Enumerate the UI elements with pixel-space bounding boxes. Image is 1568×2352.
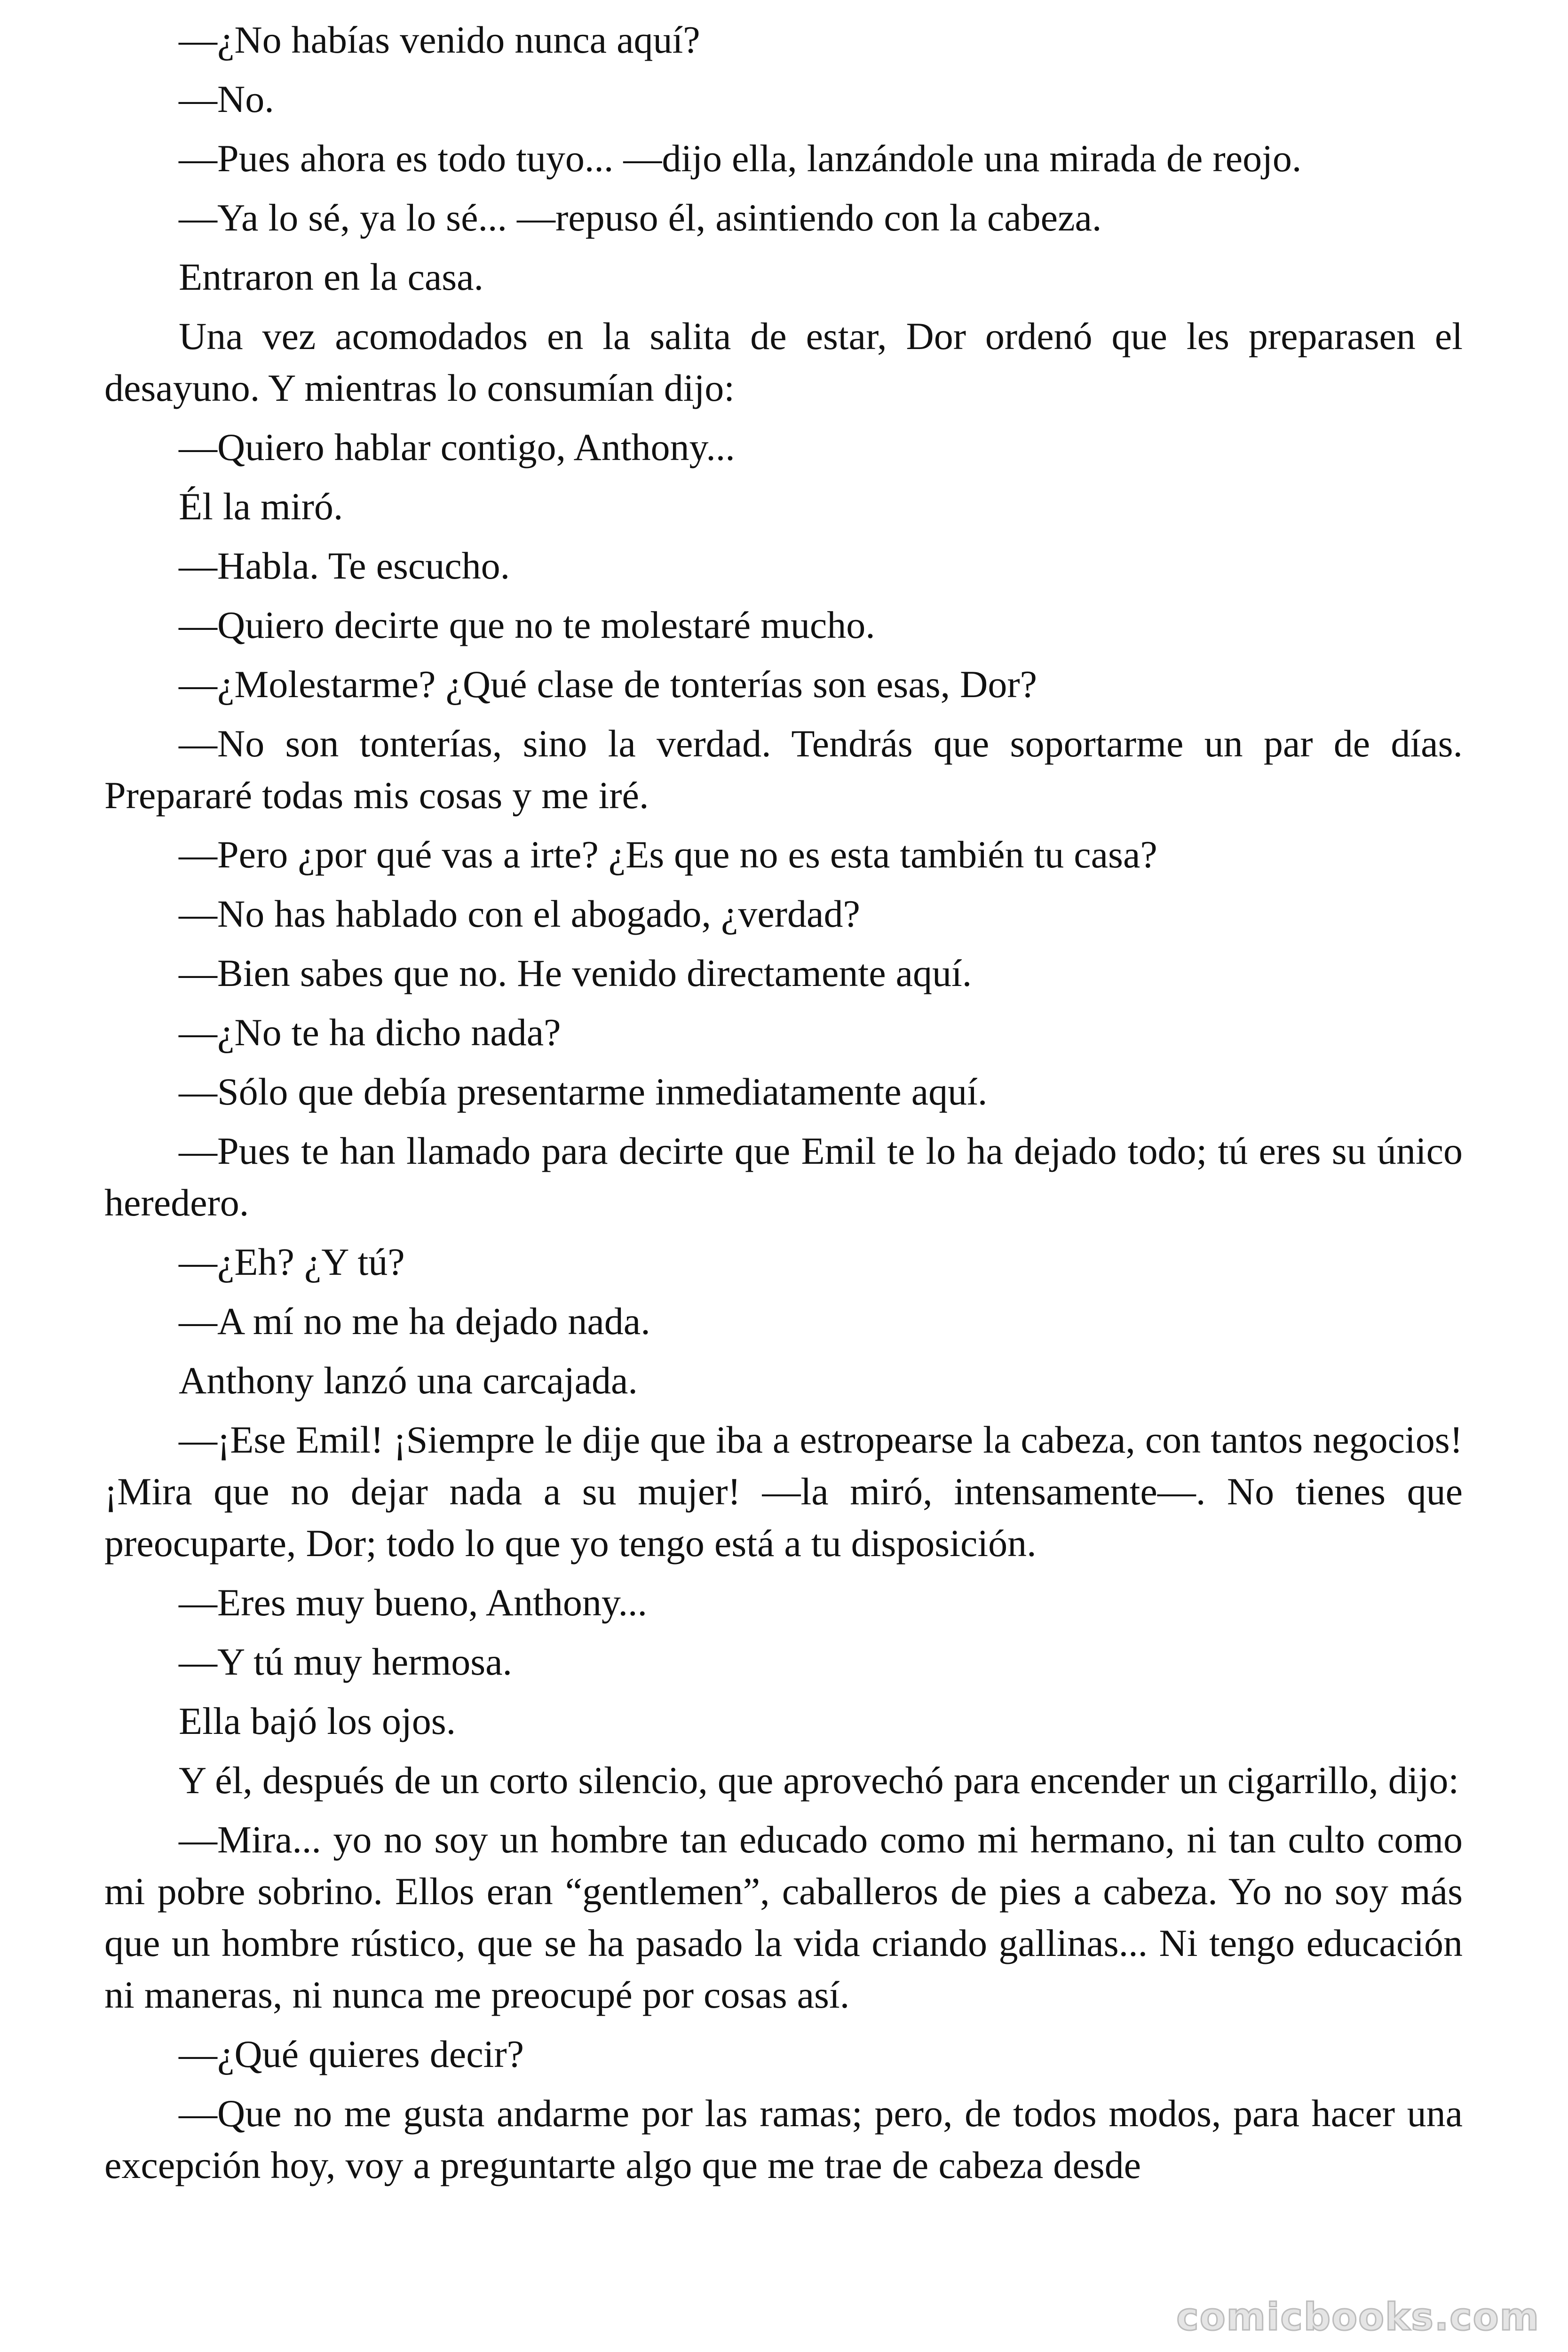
paragraph-22: —¡Ese Emil! ¡Siempre le dije que iba a estropearse la cabeza, con tantos negocios! ¡Mira que no dejar nada a su mujer! —la miró, intensamente—. No tienes que preocuparte, Dor; todo lo que yo tengo está a tu disposición. <box>104 1418 1463 1565</box>
paragraph-24: —Y tú muy hermosa. <box>179 1640 513 1683</box>
paragraph-26: Y él, después de un corto silencio, que aprovechó para encender un cigarrillo, dijo: <box>179 1759 1459 1802</box>
paragraph-8: Él la miró. <box>179 485 343 528</box>
paragraph-17: —Sólo que debía presentarme inmediatamente aquí. <box>179 1070 988 1113</box>
paragraph-19: —¿Eh? ¿Y tú? <box>179 1240 405 1283</box>
paragraph-11: —¿Molestarme? ¿Qué clase de tonterías son esas, Dor? <box>179 663 1037 706</box>
paragraph-6: Una vez acomodados en la salita de estar, Dor ordenó que les preparasen el desayuno. Y mientras lo consumían dijo: <box>104 315 1463 409</box>
paragraph-15: —Bien sabes que no. He venido directamente aquí. <box>179 952 972 994</box>
watermark-logo: comicbooks.com <box>1176 2295 1540 2339</box>
paragraph-3: —Pues ahora es todo tuyo... —dijo ella, lanzándole una mirada de reojo. <box>179 137 1302 180</box>
paragraph-2: —No. <box>179 78 274 120</box>
paragraph-14: —No has hablado con el abogado, ¿verdad? <box>179 892 860 935</box>
paragraph-7: —Quiero hablar contigo, Anthony... <box>179 426 735 469</box>
paragraph-4: —Ya lo sé, ya lo sé... —repuso él, asintiendo con la cabeza. <box>179 196 1102 239</box>
paragraph-10: —Quiero decirte que no te molestaré mucho. <box>179 604 875 646</box>
paragraph-27: —Mira... yo no soy un hombre tan educado como mi hermano, ni tan culto como mi pobre sobrino. Ellos eran “gentlemen”, caballeros de pies a cabeza. Yo no soy más que un hombre rústico, que se ha pasado la vida criando gallinas... Ni tengo educación ni maneras, ni nunca me preocupé por cosas así. <box>104 1818 1463 2016</box>
paragraph-1: —¿No habías venido nunca aquí? <box>179 18 700 61</box>
paragraph-25: Ella bajó los ojos. <box>179 1700 456 1742</box>
paragraph-12: —No son tonterías, sino la verdad. Tendrás que soportarme un par de días. Prepararé todas mis cosas y me iré. <box>104 722 1463 817</box>
paragraph-16: —¿No te ha dicho nada? <box>179 1011 561 1054</box>
paragraph-20: —A mí no me ha dejado nada. <box>179 1300 650 1343</box>
paragraph-23: —Eres muy bueno, Anthony... <box>179 1581 648 1624</box>
paragraph-5: Entraron en la casa. <box>179 255 484 298</box>
body-text <box>104 14 1463 2199</box>
paragraph-29: —Que no me gusta andarme por las ramas; pero, de todos modos, para hacer una excepción hoy, voy a preguntarte algo que me trae de cabeza desde <box>104 2092 1463 2186</box>
paragraph-18: —Pues te han llamado para decirte que Emil te lo ha dejado todo; tú eres su único heredero. <box>104 1129 1463 1224</box>
paragraph-13: —Pero ¿por qué vas a irte? ¿Es que no es esta también tu casa? <box>179 833 1157 876</box>
paragraph-21: Anthony lanzó una carcajada. <box>179 1359 638 1402</box>
paragraph-28: —¿Qué quieres decir? <box>179 2033 524 2075</box>
paragraph-9: —Habla. Te escucho. <box>179 544 510 587</box>
